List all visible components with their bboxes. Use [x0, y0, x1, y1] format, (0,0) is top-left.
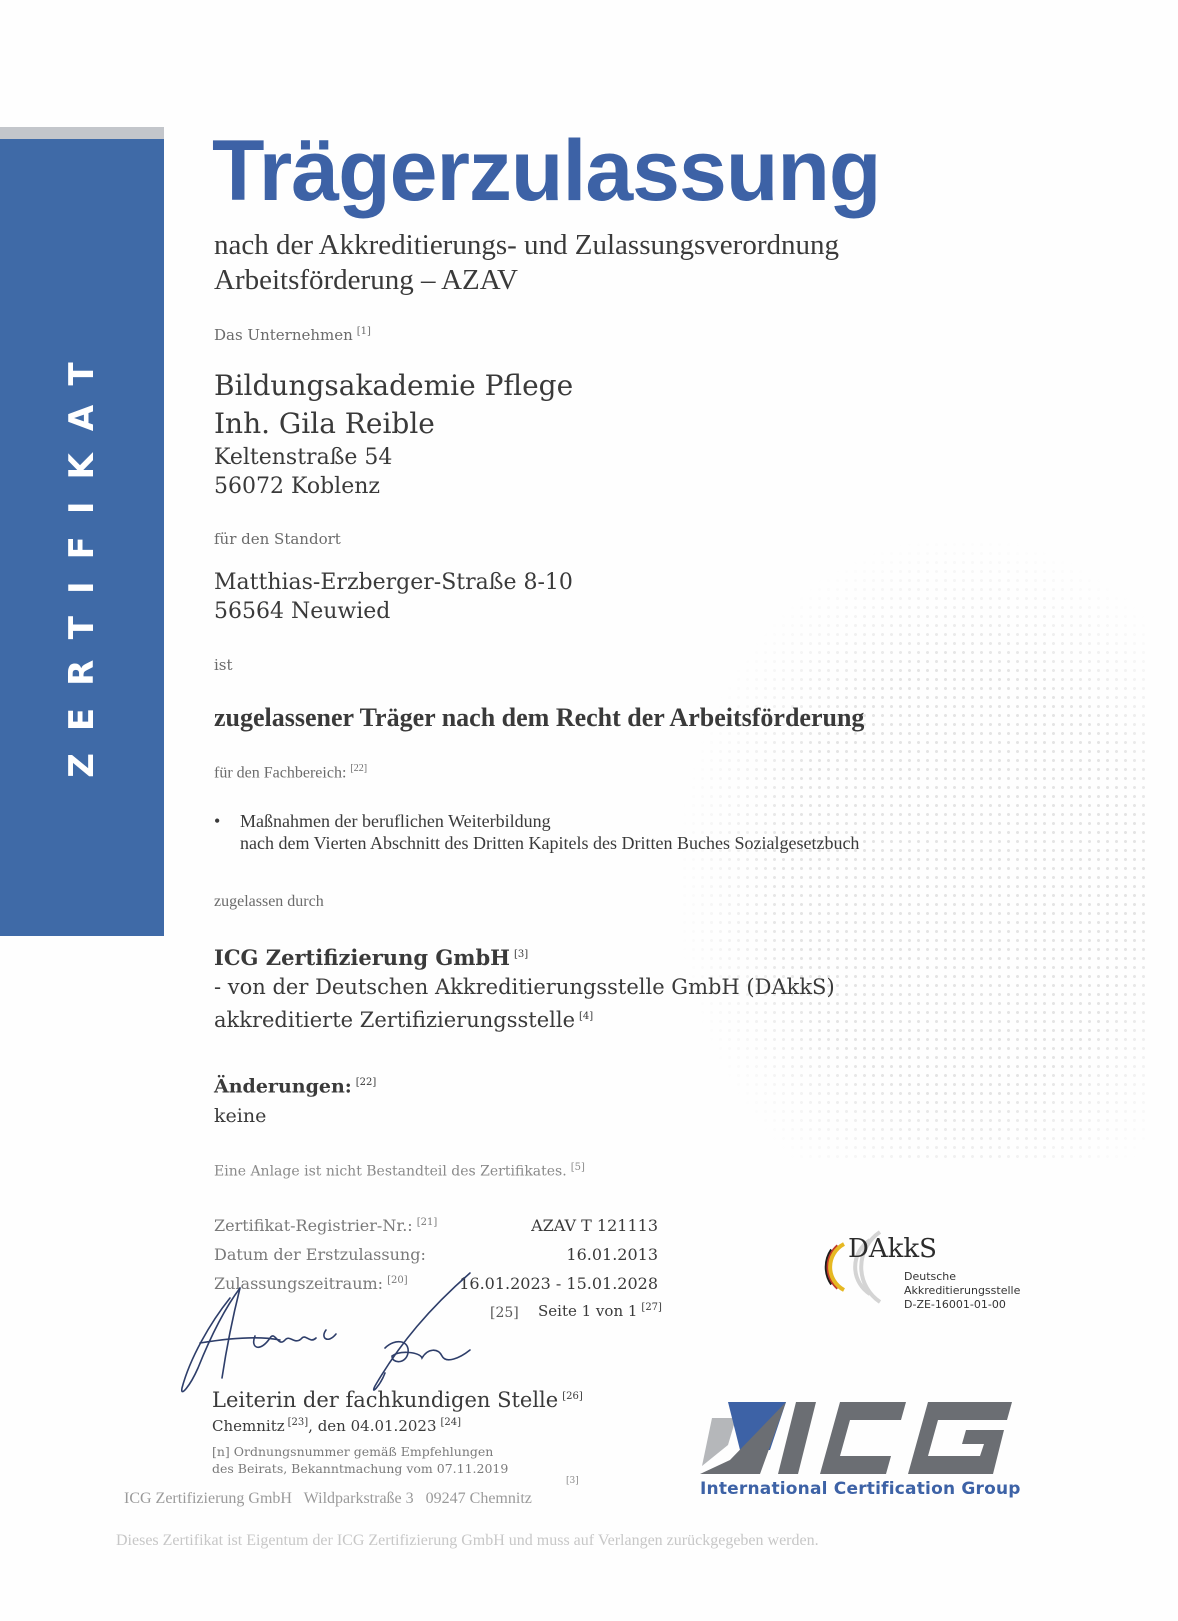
changes-block: [214, 1068, 376, 1131]
approver-org: ICG Zertifizierung GmbH [3]: [214, 945, 529, 970]
footer-address-ref: [3]: [566, 1476, 579, 1486]
company-label: Das Unternehmen [1]: [214, 326, 371, 344]
list-item: Maßnahmen der beruflichen Weiterbildung nach dem Vierten Abschnitt des Dritten Kapitels des Dritten Buches Sozialgesetzbuch: [240, 811, 860, 853]
detail-row-registration: Zertifikat-Registrier-Nr.: [21] AZAV T 121113: [214, 1216, 658, 1235]
approver-line-3: akkreditierte Zertifizierungsstelle [4]: [214, 1008, 594, 1032]
icg-logo: [700, 1400, 1040, 1500]
signing-place-date: Chemnitz [23], den 04.01.2023 [24]: [212, 1417, 462, 1435]
location-block: [214, 568, 573, 626]
detail-row-first-approval: Datum der Erstzulassung: 16.01.2013: [214, 1245, 658, 1264]
ordinal-note: [n] Ordnungsnummer gemäß Empfehlungen des Beirats, Bekanntmachung vom 07.11.2019: [212, 1444, 509, 1476]
approval-statement: zugelassener Träger nach dem Recht der Arbeitsförderung: [214, 703, 865, 732]
approver-line-2: - von der Deutschen Akkreditierungsstelle GmbH (DAkkS): [214, 975, 835, 999]
company-street: Keltenstraße 54: [214, 445, 393, 470]
sidebar-label: ZERTIFIKAT: [62, 340, 102, 778]
sidebar-top-bar: [0, 127, 164, 139]
signature-icon: [170, 1268, 510, 1403]
is-label: ist: [214, 656, 233, 674]
field-list: [214, 810, 859, 854]
signer-role: Leiterin der fachkundigen Stelle [26]: [212, 1388, 583, 1412]
ownership-note: Dieses Zertifikat ist Eigentum der ICG Zertifizierung GmbH und muss auf Verlangen zurückgegeben werden.: [116, 1532, 819, 1549]
location-city: 56564 Neuwied: [214, 599, 391, 624]
subtitle-line-2: Arbeitsförderung – AZAV: [214, 264, 518, 296]
changes-label: Änderungen: [22]: [214, 1075, 377, 1098]
annex-note: Eine Anlage ist nicht Bestandteil des Zertifikates. [5]: [214, 1162, 585, 1180]
subtitle-line-1: nach der Akkreditierungs- und Zulassungsverordnung: [214, 229, 839, 261]
certificate-sidebar: [0, 139, 164, 936]
dakks-text: Deutsche Akkreditierungsstelle D-ZE-16001-01-00: [904, 1270, 1021, 1311]
signature-ref: [25]: [490, 1305, 519, 1321]
location-label: für den Standort: [214, 530, 341, 548]
bullet-icon: •: [214, 811, 221, 831]
company-name: Bildungsakademie Pflege: [214, 369, 574, 402]
subtitle: [214, 228, 839, 298]
location-street: Matthias-Erzberger-Straße 8-10: [214, 570, 573, 595]
footer-address: ICG Zertifizierung GmbH Wildparkstraße 3 09247 Chemnitz: [124, 1490, 532, 1507]
icg-tagline: International Certification Group: [700, 1479, 1021, 1499]
page-indicator: Seite 1 von 1 [27]: [538, 1302, 662, 1320]
field-label: für den Fachbereich: [22]: [214, 763, 368, 782]
approved-by-block: [214, 940, 835, 1035]
changes-value: keine: [214, 1105, 267, 1128]
icg-logo-mark-icon: [700, 1400, 1040, 1480]
page-title: Trägerzulassung: [212, 123, 881, 219]
approved-by-label: zugelassen durch: [214, 893, 324, 910]
detail-row-period: Zulassungszeitraum: [20] 16.01.2023 - 15.01.2028: [214, 1274, 658, 1293]
company-owner: Inh. Gila Reible: [214, 407, 435, 440]
dakks-word: DAkkS: [848, 1234, 937, 1264]
company-block: [214, 367, 573, 501]
dakks-logo: [818, 1222, 1038, 1322]
company-city: 56072 Koblenz: [214, 474, 380, 499]
